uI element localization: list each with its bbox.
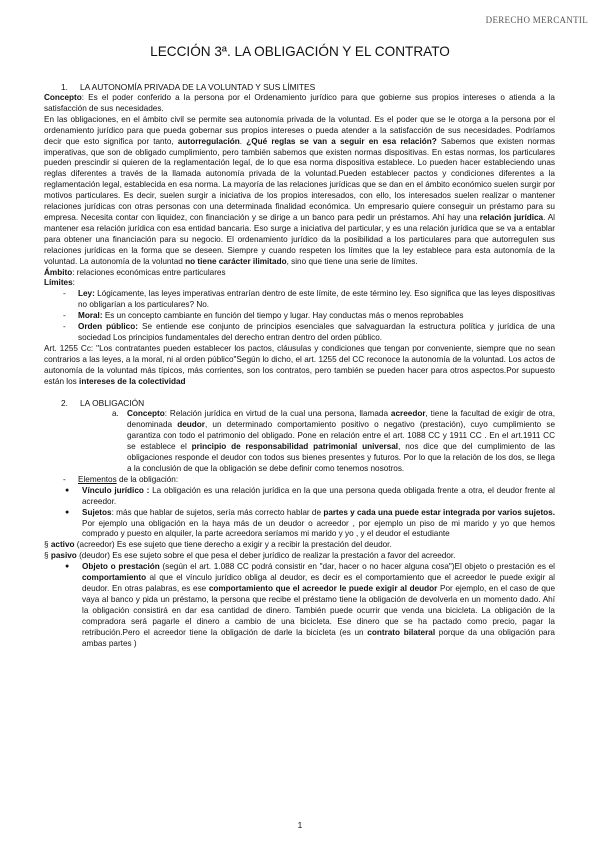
paragraph-text: : relaciones económicas entre particulares <box>72 267 226 277</box>
section-number: 2. <box>61 398 68 409</box>
list-item-text: Es un concepto cambiante en función del tiempo y lugar. Hay conductas más o menos reprobables <box>102 311 464 321</box>
list-item-text: La obligación es una relación jurídica en la que una persona queda obligada frente a otra, el deudor frente al acreedor. <box>82 485 555 506</box>
bold-run: principio de responsabilidad patrimonial universal <box>191 442 399 452</box>
list-marker: a. <box>112 409 119 419</box>
term-label: Concepto <box>44 93 82 102</box>
list-item-sujetos <box>82 508 555 541</box>
subsection-concepto <box>44 409 555 474</box>
text-run: Por ejemplo una obligación en la haya más de un deudor o acreedor , por ejemplo un piso de mi marido y yo que hemos comprado y puesto en alquiler, la parte acreedora seríamos mi marido y yo , y el deudor el estudiante <box>82 518 555 539</box>
spacer <box>44 387 555 398</box>
paragraph-text: (acreedor) Es ese sujeto que tiene derecho a exigir y a recibir la prestación del deudor. <box>74 540 392 550</box>
elementos-line <box>44 475 555 486</box>
paragraph-limites <box>44 278 555 289</box>
list-item-orden-publico <box>78 322 555 344</box>
objeto-list <box>44 562 555 649</box>
section-mark: § <box>44 551 51 561</box>
text-run: al que el vínculo jurídico obliga al deudor, es decir es el comportamiento que el acreedor le puede exigir al deudor. En otras palabras, es ese <box>82 573 555 593</box>
bold-run: autorregulación <box>177 136 240 146</box>
paragraph-text: : Es el poder conferido a la persona por el Ordenamiento jurídico para que gobierne sus propios intereses o atienda a la satisfacción de sus necesidades. <box>44 93 555 113</box>
underlined-run: Elementos <box>78 474 117 484</box>
bold-run: deudor <box>177 420 205 430</box>
paragraph-activo <box>44 540 555 551</box>
text-run: , tiene la facultad de exigir de otra, denominada <box>127 409 555 430</box>
text-run: En las obligaciones, en el ámbito civil se permite sea autonomía privada de la voluntad. Es el poder que se le otorga a la persona por el ordenamiento jurídico para que pueda gobernar sus propios intereses o pueda atender a la satisfacción de sus necesidades. Podríamos decir que esto significa por tanto, <box>44 114 555 146</box>
list-item-text: Lógicamente, las leyes imperativas entrarían dentro de este límite, de este término ley. Eso significa que las leyes dispositivas no obligarían a los particulares? No. <box>78 289 555 310</box>
text-run: , nos dice que del cumplimiento de las obligaciones responde el deudor con todos sus bienes presentes y futuros. Por lo que la relación de los dos, se llega a la conclusión de que la obligación se debe definir como tenemos nosotros. <box>127 442 555 473</box>
text-run: . Al mantener esa relación jurídica con esa entidad bancaria. Eso surge a iniciativa del particular, y es una relación jurídica que se va a entablar para obtener una financiación para su negocio. El ordenamiento jurídico da la posibilidad a los particulares para que autorreguIen sus relaciones jurídicas en la forma que se deseen. Siempre y cuando respeten los límites que la ley establece para esta autonomía de la voluntad. La autonomía de la voluntad <box>44 212 555 266</box>
section-mark: § <box>44 540 51 550</box>
paragraph-pasivo <box>44 551 555 562</box>
text-run: . <box>239 136 247 146</box>
list-item-objeto <box>82 562 555 649</box>
running-header: DERECHO MERCANTIL <box>485 15 588 25</box>
bold-run: ¿Qué reglas se van a seguir en esa relación? <box>246 136 437 146</box>
limits-list <box>44 289 555 344</box>
bold-run: intereses de la colectividad <box>79 376 186 386</box>
term-label: Moral: <box>78 311 103 321</box>
text-run: Por ejemplo, en el caso de que vaya al banco y pida un préstamo, la persona que recibe el préstamo tiene la obligación de devolverla en un momento dado. Ahí la obligación consistirá en dar esa cantidad de dinero. También puede ocurrir que venda una bicicleta. La obligación de la compradora será pagarle el dinero a cambio de una bicicleta. Ese dinero que se ha pactado como precio, pagar la retribución.Pero el acreedor tiene la obligación de darle la bicicleta (es un <box>82 583 555 637</box>
bold-run: no tiene carácter ilimitado <box>185 256 287 266</box>
section-title: LA AUTONOMÍA PRIVADA DE LA VOLUNTAD Y SUS LÍMITES <box>80 82 316 92</box>
document-body <box>44 82 555 649</box>
term-label: Concepto <box>127 409 165 419</box>
term-label: Ámbito <box>44 267 73 277</box>
paragraph-text: : <box>72 278 75 288</box>
page-title: LECCIÓN 3ª. LA OBLIGACIÓN Y EL CONTRATO <box>150 44 450 59</box>
section-heading-autonomia <box>61 82 555 93</box>
term-label: activo <box>50 540 75 550</box>
text-run: porque da una obligación para ambas partes ) <box>82 627 555 648</box>
list-item-ley <box>78 289 555 311</box>
paragraph-ambito <box>44 268 555 279</box>
text-run: , sino que tiene una serie de límites. <box>286 256 418 266</box>
term-label: Límites <box>44 278 73 288</box>
list-item-text: Se entiende ese conjunto de principios esenciales que salvaguardan la estructura política y jurídica de una sociedad Los principios fundamentales del derecho entran dentro del orden público. <box>78 322 555 342</box>
bold-run: comportamiento que el acreedor le puede exigir al deudor <box>208 583 438 593</box>
paragraph-art-1255 <box>44 344 555 388</box>
bold-run: acreedor <box>390 409 426 419</box>
bold-run: comportamiento <box>82 573 147 583</box>
paragraph-text: (deudor) Es ese sujeto sobre el que pesa el deber jurídico de realizar la prestación a favor del acreedor. <box>76 551 456 561</box>
list-item-moral <box>78 311 555 322</box>
term-label: Orden público: <box>78 322 138 332</box>
term-label: Objeto o prestación <box>82 562 160 572</box>
text-run: Art. 1255 Cc: "Los contratantes pueden establecer los pactos, cláusulas y condiciones que tengan por conveniente, siempre que no sean contrarios a las leyes, a la moral, ni al orden público"Según lo dicho, el art. 1255 del CC reconoce la autonomía de la voluntad. Los actos de autonomía de la voluntad más típicos, más corrientes, son los contratos, pero también se pueden hacer para otros aspectos.Por supuesto están los <box>44 343 555 386</box>
text-run: de la obligación: <box>116 474 179 484</box>
paragraph-concepto <box>44 93 555 115</box>
list-item-vinculo <box>82 486 555 508</box>
page-number: 1 <box>297 820 303 830</box>
section-heading-obligacion <box>61 398 555 409</box>
term-label: Ley: <box>78 289 95 299</box>
section-number: 1. <box>61 82 68 92</box>
section-title: LA OBLIGACIÓN <box>80 398 145 409</box>
text-run: (según el art. 1.088 CC podrá consistir en "dar, hacer o no hacer alguna cosa")El objeto o prestación es el <box>159 562 555 572</box>
text-run: : Relación jurídica en virtud de la cual una persona, llamada <box>164 409 391 419</box>
term-label: Vínculo jurídico : <box>82 485 150 495</box>
paragraph-autonomia <box>44 115 555 268</box>
elementos-list <box>44 486 555 541</box>
text-run: , un determinado comportamiento positivo o negativo (prestación), cuyo cumplimiento se garantiza con todo el patrimonio del obligado. Pone en relación entre el art. 1088 CC y 1911 CC . En el art.1911 CC se establece el <box>127 420 555 452</box>
term-label: pasivo <box>50 551 77 561</box>
term-label: Sujetos <box>82 507 112 517</box>
bold-run: partes y cada una puede estar integrada por varios sujetos. <box>323 507 556 517</box>
bold-run: relación jurídica <box>479 212 544 222</box>
text-run: Sabemos que existen normas imperativas, que son de obligado cumplimiento, pero también sabemos que existen normas dispositivas. En estas normas, los particulares pueden prescindir si quieren de la reglamentación legal, de lo que esa norma dispositiva establece. Lo pueden hacer estableciendo unas reglas diferentes a través de la llamada autonomía privada de la voluntad.Pueden establecer pactos y condiciones diferentes a la reglamentación legal, establecida en esa norma. La mayoría de las relaciones jurídicas que se dan en el ámbito económico suelen surgir por motivos particulares. Es decir, suelen surgir a iniciativa de los propios interesados, con ello, los interesados suelen realizar o mantener relaciones jurídicas con otras personas con una determinada finalidad económica. Un empresario quiere conseguir un préstamo para su empresa. Necesita contar con liquidez, con financiación y se dirige a un banco para pedir un préstamos. Ahí hay una <box>44 136 555 222</box>
text-run: : más que hablar de sujetos, sería más correcto hablar de <box>111 507 324 517</box>
bold-run: contrato bilateral <box>367 627 436 637</box>
